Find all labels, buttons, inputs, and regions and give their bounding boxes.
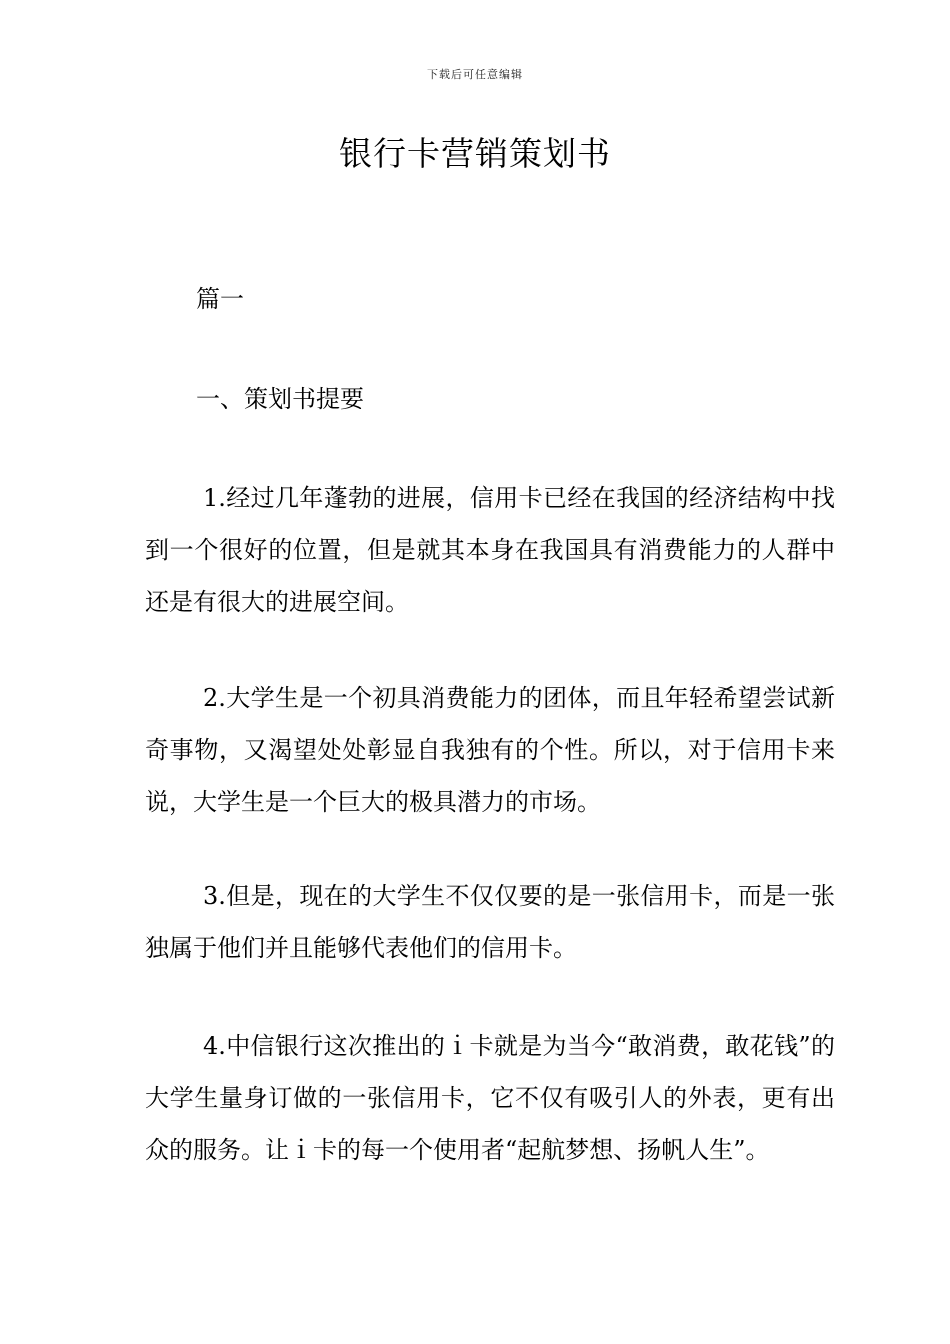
paragraph-3: 3.但是，现在的大学生不仅仅要的是一张信用卡，而是一张独属于他们并且能够代表他们的信用卡。 <box>145 882 835 962</box>
paragraph-2: 2.大学生是一个初具消费能力的团体，而且年轻希望尝试新奇事物，又渴望处处彰显自我独有的个性。所以，对于信用卡来说，大学生是一个巨大的极具潜力的市场。 <box>145 684 835 816</box>
page-header-note: 下载后可任意编辑 <box>427 68 523 81</box>
paragraph-1: 1.经过几年蓬勃的进展，信用卡已经在我国的经济结构中找到一个很好的位置，但是就其本身在我国具有消费能力的人群中还是有很大的进展空间。 <box>145 484 835 616</box>
section-heading: 一、策划书提要 <box>196 385 364 413</box>
paragraph-4: 4.中信银行这次推出的ｉ卡就是为当今“敢消费，敢花钱”的大学生量身订做的一张信用卡，它不仅有吸引人的外表，更有出众的服务。让ｉ卡的每一个使用者“起航梦想、扬帆人生”。 <box>145 1032 835 1164</box>
part-label: 篇一 <box>196 285 244 313</box>
document-title: 银行卡营销策划书 <box>339 134 611 173</box>
